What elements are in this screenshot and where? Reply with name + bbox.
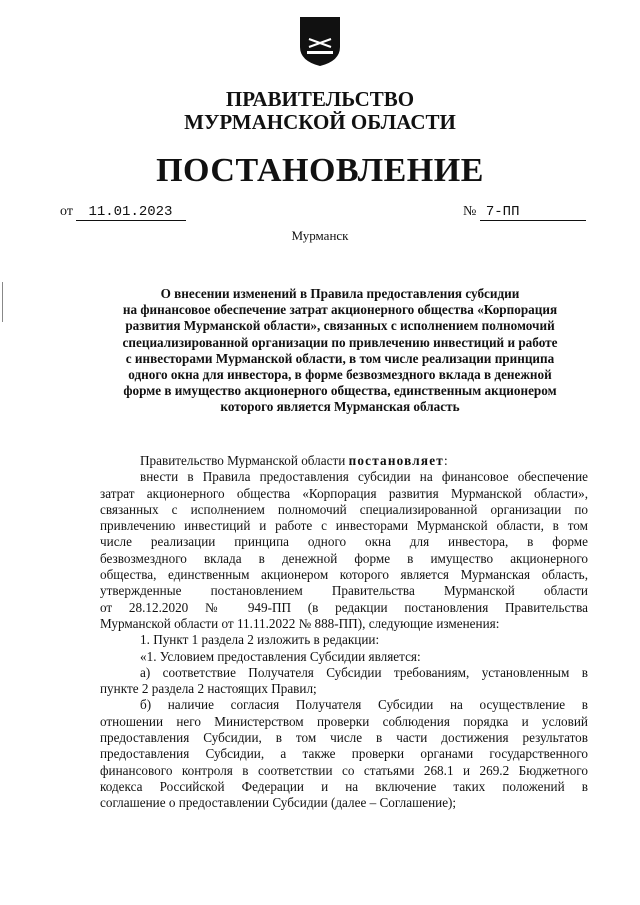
body-line: соглашение о предоставлении Субсидии (далее – Соглашение);: [100, 795, 457, 811]
title-line: специализированной организации по привлечению инвестиций и работе: [122, 334, 558, 350]
government-title-line2: МУРМАНСКОЙ ОБЛАСТИ: [184, 110, 456, 134]
body-line: Мурманской области от 11.11.2022 № 888-ПП), следующие изменения:: [100, 615, 500, 631]
body-line: предоставления Субсидии, а также проверки органами государственного: [100, 746, 588, 762]
body-line: а) соответствие Получателя Субсидии требованиям, установленным в: [140, 664, 588, 680]
document-type-heading: ПОСТАНОВЛЕНИЕ: [156, 152, 484, 189]
intro-paragraph: [100, 453, 588, 469]
document-number: [463, 204, 586, 221]
date-value: 11.01.2023: [76, 205, 186, 221]
body-line: привлечению инвестиций и работе с инвесторами Мурманской области, в том: [100, 518, 588, 534]
body-line: от 28.12.2020 № 949-ПП (в редакции постановления Правительства: [100, 599, 588, 615]
city-name: Мурманск: [291, 228, 349, 243]
body-line: утвержденные постановлением Правительства Мурманской области: [100, 583, 588, 599]
body-line: пункте 2 раздела 2 настоящих Правил;: [100, 681, 317, 697]
body-line: 1. Пункт 1 раздела 2 изложить в редакции:: [140, 632, 380, 648]
body-line: общества, единственным акционером которого является Мурманская область,: [100, 567, 588, 583]
body-line: финансового контроля в соответствии со статьями 268.1 и 269.2 Бюджетного: [100, 762, 588, 778]
title-line: на финансовое обеспечение затрат акционерного общества «Корпорация: [122, 302, 558, 318]
body-line: безвозмездного вклада в денежной форме в имущество акционерного: [100, 550, 588, 566]
number-value: 7-ПП: [480, 205, 586, 221]
date-prefix: от: [60, 204, 73, 219]
document-title: [100, 286, 580, 416]
body-line: б) наличие согласия Получателя Субсидии на осуществление в: [140, 697, 588, 713]
body-line: кодекса Российской Федерации и на включение таких положений в: [100, 778, 588, 794]
body-line: отношении него Министерством проверки соблюдения порядка и условий: [100, 713, 588, 729]
title-line: форме в имущество акционерного общества, единственным акционером: [123, 383, 557, 399]
government-title-line1: ПРАВИТЕЛЬСТВО: [225, 87, 415, 111]
intro-text: Правительство Мурманской области: [140, 453, 349, 468]
body-line: внести в Правила предоставления субсидии на финансовое обеспечение: [140, 469, 588, 485]
body-line: затрат акционерного общества «Корпорация развития Мурманской области»,: [100, 485, 588, 501]
document-date: [60, 204, 186, 221]
title-line: с инвесторами Мурманской области, в том числе реализации принципа: [125, 350, 555, 366]
body-line: предоставления Субсидии, в том числе в части достижения результатов: [100, 730, 588, 746]
body-line: числе реализации принципа одного окна для инвестора, в форме: [100, 534, 588, 550]
title-line: которого является Мурманская область: [220, 399, 460, 415]
margin-mark: [2, 282, 3, 322]
title-line: О внесении изменений в Правила предоставления субсидии: [160, 286, 520, 301]
title-line: развития Мурманской области», связанных с исполнением полномочий: [125, 318, 555, 334]
body-line: связанных с исполнением полномочий специализированной организации по: [100, 501, 588, 517]
number-prefix: №: [463, 204, 477, 219]
coat-of-arms-icon: [297, 15, 343, 67]
body-line: «1. Условием предоставления Субсидии является:: [140, 648, 421, 664]
title-line: одного окна для инвестора, в форме безвозмездного вклада в денежной: [128, 367, 552, 383]
intro-colon: :: [443, 453, 448, 468]
intro-bold: постановляет: [348, 453, 444, 468]
document-body: [100, 453, 588, 812]
